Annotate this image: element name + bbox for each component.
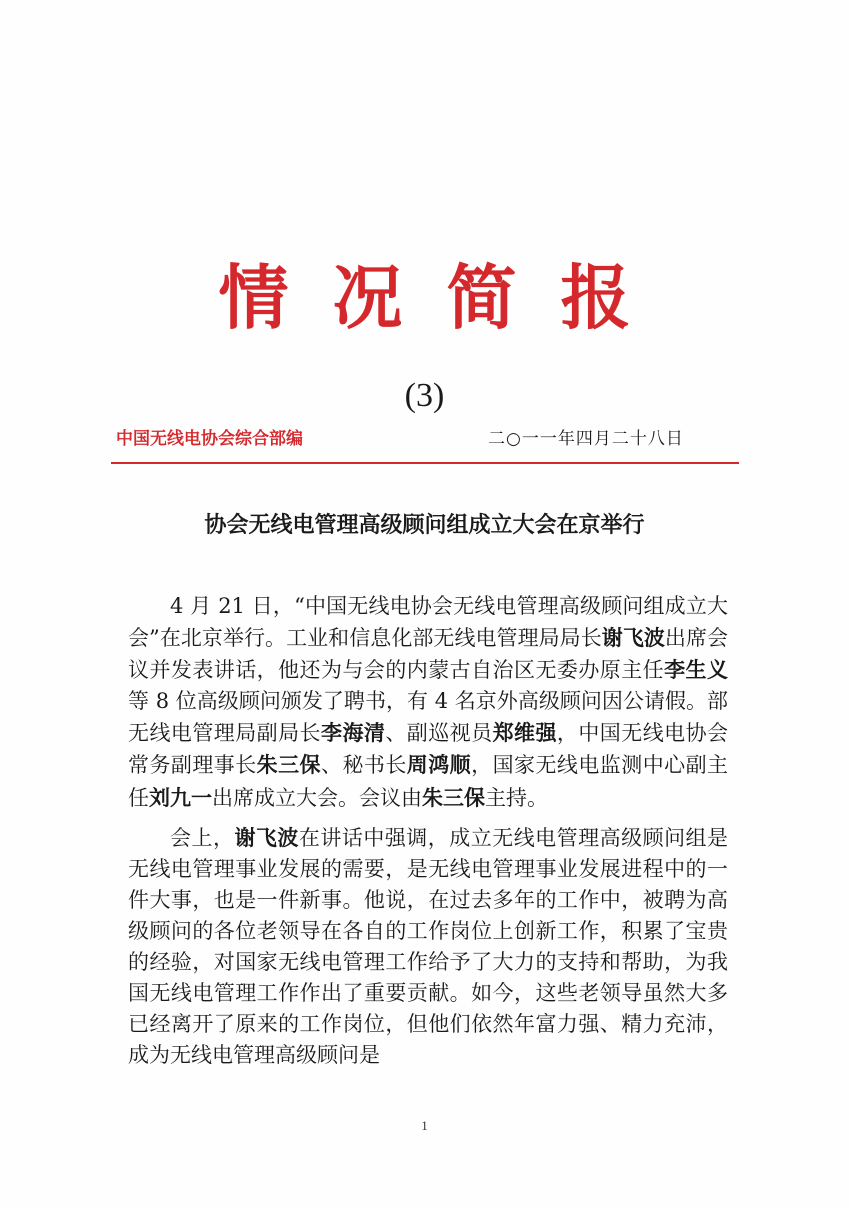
masthead-title: 情况简报 xyxy=(218,256,675,339)
article-paragraph xyxy=(128,822,728,1072)
issue-date: 二○一一年四月二十八日 xyxy=(488,429,684,449)
paragraph-text: 、秘书长 xyxy=(321,753,407,778)
paragraph-text: 4 月 21 日，“中国无线电协会无线电管理高级顾问组成立大会”在北京举行。工业和信息化部无线电管理局局长 xyxy=(128,594,728,651)
paragraph-text: 出席会议并发表讲话，他还为与会的内蒙古自治区无委办原主任 xyxy=(128,626,729,683)
article-headline: 协会无线电管理高级顾问组成立大会在京举行 xyxy=(204,512,645,538)
page-number: 1 xyxy=(421,1118,428,1133)
person-name: 朱三保 xyxy=(256,752,322,778)
paragraph-text: 等 8 位高级顾问颁发了聘书，有 4 名京外高级顾问因公请假。部无线电管理局副局长 xyxy=(128,689,728,746)
paragraph-text: 会上， xyxy=(170,825,235,850)
paragraph-text: 、副巡视员 xyxy=(385,721,493,746)
person-name: 谢飞波 xyxy=(234,824,299,850)
article-body xyxy=(128,591,728,1079)
person-name: 刘九一 xyxy=(149,784,212,810)
article-paragraph xyxy=(128,591,728,814)
person-name: 李生义 xyxy=(664,657,728,683)
editor-line: 中国无线电协会综合部编 xyxy=(116,429,303,449)
masthead-divider xyxy=(111,462,739,464)
person-name: 谢飞波 xyxy=(601,625,665,651)
paragraph-text: ，中国无线电协会常务副理事长 xyxy=(128,721,729,778)
paragraph-text: ，国家无线电监测中心副主任 xyxy=(128,753,729,810)
person-name: 李海清 xyxy=(321,720,386,746)
person-name: 朱三保 xyxy=(422,784,485,810)
issue-number: (3) xyxy=(404,377,445,414)
person-name: 周鸿顺 xyxy=(406,752,472,778)
person-name: 郑维强 xyxy=(492,720,557,746)
paragraph-text: 在讲话中强调，成立无线电管理高级顾问组是无线电管理事业发展的需要，是无线电管理事业发展进程中的一件大事，也是一件新事。他说，在过去多年的工作中，被聘为高级顾问的各位老领导在各自的工作岗位上创新工作，积累了宝贵的经验，对国家无线电管理工作给予了大力的支持和帮助，为我国无线电管理工作作出了重要贡献。如今，这些老领导虽然大多已经离开了原来的工作岗位，但他们依然年富力强、精力充沛，成为无线电管理高级顾问是 xyxy=(128,825,729,1068)
paragraph-text: 出席成立大会。会议由 xyxy=(212,785,422,810)
paragraph-text: 主持。 xyxy=(485,785,548,810)
